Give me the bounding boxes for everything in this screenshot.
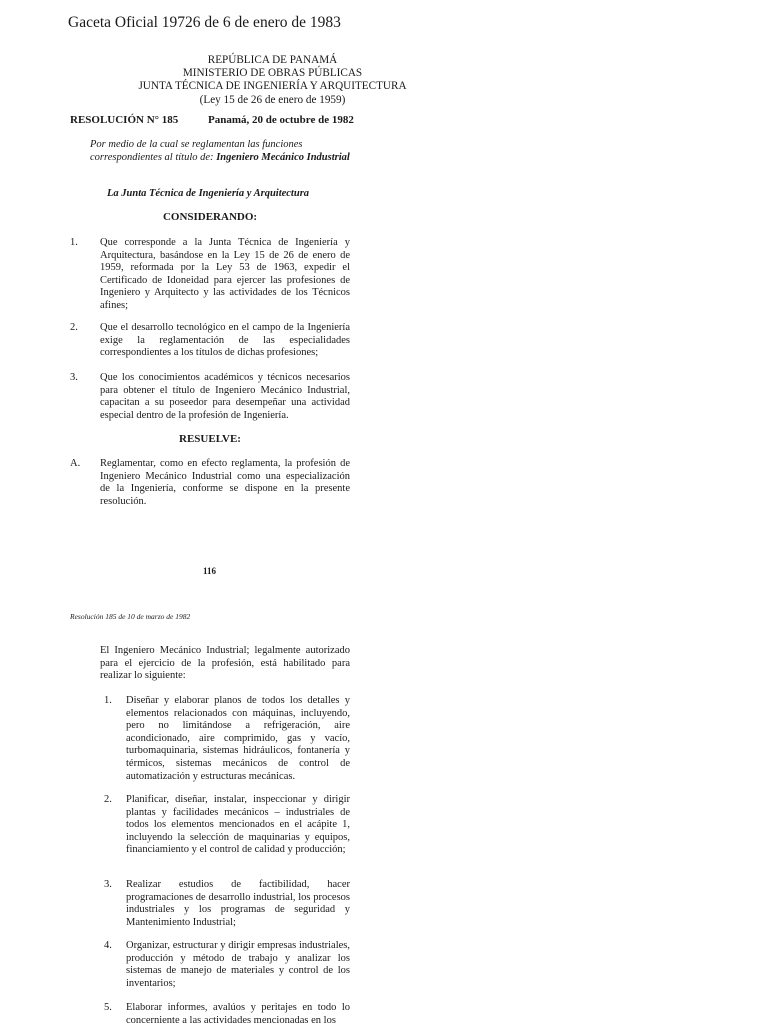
header-line-republic: REPÚBLICA DE PANAMÁ [207, 54, 338, 66]
header-line-law: (Ley 15 de 26 de enero de 1959) [199, 93, 346, 106]
header-line-ministry: MINISTERIO DE OBRAS PÚBLICAS [182, 67, 363, 80]
considerando-text: Que corresponde a la Junta Técnica de Ingeniería y Arquitectura, basándose en la Ley 15 de 26 de enero de 1959, reformada por la Ley 53 de 1963, expedir el Certificado de Idoneidad para ejercer las profesiones de Ingeniero y Arquitecto y las actividades de los Técnicos afines; [100, 237, 350, 311]
junta-line: La Junta Técnica de Ingeniería y Arquitectura [107, 188, 310, 199]
considerando-number: 3. [70, 372, 78, 383]
function-text: Organizar, estructurar y dirigir empresas industriales, producción y método de trabajo y analizar los sistemas de manejo de materiales y control de los inventarios; [126, 940, 350, 989]
function-number: 2. [104, 794, 112, 805]
function-number: 4. [104, 940, 112, 951]
considerando-text: Que el desarrollo tecnológico en el campo de la Ingeniería exige la reglamentación de las especialidades correspondientes a los títulos de dichas profesiones; [100, 322, 350, 359]
gazette-title: Gaceta Oficial 19726 de 6 de enero de 1983 [68, 14, 341, 31]
intro-text: Por medio de la cual se reglamentan las funciones correspondientes al título de: [90, 139, 303, 163]
issuer-header [0, 54, 545, 107]
considerando-number: 2. [70, 322, 78, 333]
function-number: 1. [104, 695, 112, 706]
function-number: 5. [104, 1002, 112, 1013]
considerando-heading: CONSIDERANDO: [162, 211, 258, 223]
resuelve-letter: A. [70, 458, 81, 469]
function-number: 3. [104, 879, 112, 890]
function-text: Diseñar y elaborar planos de todos los detalles y elementos relacionados con máquinas, incluyendo, pero no limitándose a refrigeración, aire acondicionado, aire comprimido, gas y vacío, turbomaquinaria, sistemas hidráulicos, fontanería y térmicos, sistemas mecánicos de control de automatización y estructuras mecánicas. [126, 695, 350, 782]
resolution-intro [90, 139, 360, 164]
considerando-text: Que los conocimientos académicos y técnicos necesarios para obtener el título de Ingeniero Mecánico Industrial, capacitan a su poseedor para desempeñar una actividad especial dentro de la profesión de Ingeniería. [100, 372, 350, 421]
function-text: Elaborar informes, avalúos y peritajes en todo lo concerniente a las actividades mencionadas en los [126, 1002, 350, 1026]
resuelve-text: Reglamentar, como en efecto reglamenta, la profesión de Ingeniero Mecánico Industrial como una especialización de la Ingeniería, conforme se dispone en la presente resolución. [100, 458, 350, 507]
function-text: Realizar estudios de factibilidad, hacer programaciones de desarrollo industrial, los procesos industriales y los programas de seguridad y Mantenimiento Industrial; [126, 879, 350, 928]
considerando-number: 1. [70, 237, 78, 248]
resolution-date: Panamá, 20 de octubre de 1982 [208, 114, 354, 126]
function-text: Planificar, diseñar, instalar, inspeccionar y dirigir plantas y facilidades mecánicos – industriales de todos los elementos mencionados en el acápite 1, incluyendo la selección de maquinarias y equipos, financiamiento y el control de calidad y producción; [126, 794, 350, 856]
resuelve-heading: RESUELVE: [179, 433, 241, 445]
running-header: Resolución 185 de 10 de marzo de 1982 [70, 612, 191, 621]
intro-title: Ingeniero Mecánico Industrial [216, 151, 350, 163]
functions-intro: El Ingeniero Mecánico Industrial; legalmente autorizado para el ejercicio de la profesión, está habilitado para realizar lo siguiente: [100, 645, 350, 682]
resolution-number: RESOLUCIÓN N° 185 [70, 114, 179, 126]
page-number: 116 [203, 566, 217, 576]
header-line-junta: JUNTA TÉCNICA DE INGENIERÍA Y ARQUITECTURA [138, 80, 407, 93]
